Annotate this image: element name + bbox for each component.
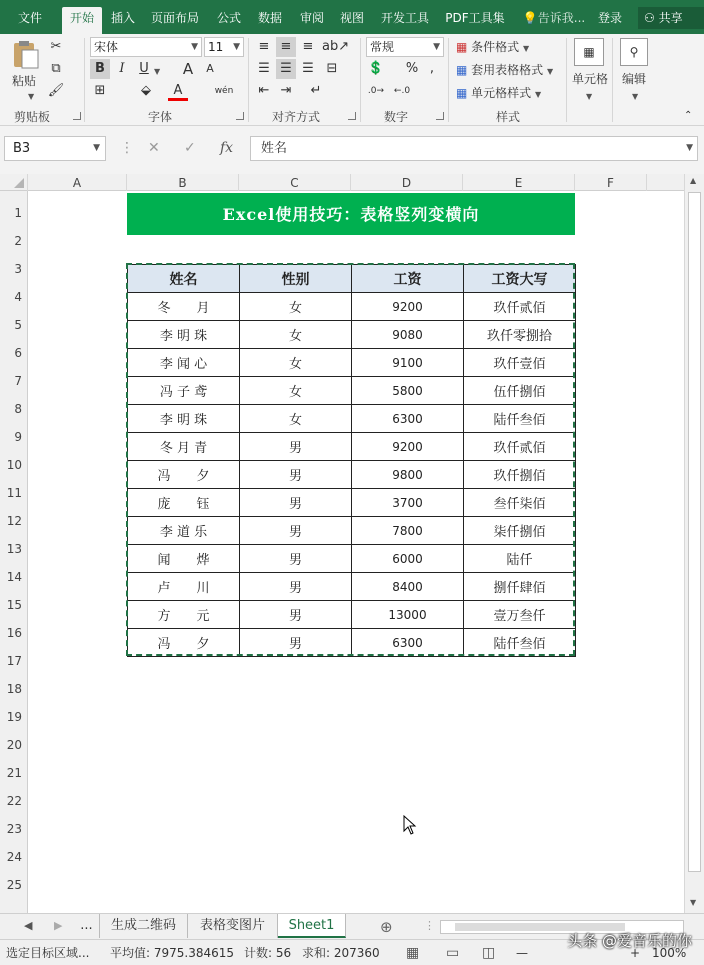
cell-salary-words[interactable]: 捌仟肆佰 <box>464 573 576 601</box>
align-left-icon[interactable]: ☰ <box>258 61 270 76</box>
cell-salary-words[interactable]: 伍仟捌佰 <box>464 377 576 405</box>
table-row <box>128 601 576 629</box>
formula-bar <box>0 126 704 174</box>
tab-file[interactable]: 文件 <box>17 11 42 25</box>
font-size-value: 11 <box>208 40 224 54</box>
cell-salary[interactable]: 3700 <box>352 489 464 517</box>
currency-icon[interactable]: 💲 <box>367 61 385 76</box>
vertical-scrollbar[interactable] <box>684 174 704 913</box>
font-group-label: 字体 <box>148 110 173 124</box>
table-row <box>128 489 576 517</box>
row-header[interactable]: 3 <box>14 262 22 276</box>
cell-salary-words[interactable]: 玖仟零捌拾 <box>464 321 576 349</box>
insert-function-button[interactable]: fx <box>220 140 234 156</box>
header-cell-salary[interactable]: 工资 <box>352 265 464 293</box>
shrink-font-button[interactable]: A <box>206 62 214 75</box>
font-name-value: 宋体 <box>94 40 119 54</box>
table-row <box>128 629 576 657</box>
column-header-f[interactable]: F <box>575 174 647 191</box>
conditional-format-icon: ▦ <box>456 40 468 54</box>
select-all-corner[interactable] <box>0 174 28 191</box>
cell-styles-label: 单元格样式 <box>471 86 532 100</box>
chevron-down-icon: ▼ <box>433 42 440 52</box>
paste-dropdown-icon: ▼ <box>28 92 35 101</box>
cell-salary-words[interactable]: 玖仟捌佰 <box>464 461 576 489</box>
fill-color-icon[interactable]: ⬙ <box>141 83 151 98</box>
underline-button[interactable]: U <box>139 61 149 76</box>
chevron-down-icon: ▼ <box>191 42 198 52</box>
status-sum: 求和: 207360 <box>302 946 380 960</box>
table-row <box>128 433 576 461</box>
cell-salary[interactable]: 6300 <box>352 405 464 433</box>
cell-name[interactable]: 庞 钰 <box>128 489 240 517</box>
cell-salary-words[interactable]: 陆仟叁佰 <box>464 629 576 657</box>
column-header-e[interactable]: E <box>463 174 575 191</box>
table-icon: ▦ <box>456 63 468 77</box>
sheet-tab-sheet1[interactable]: Sheet1 <box>278 914 346 938</box>
cell-salary-words[interactable]: 陆仟叁佰 <box>464 405 576 433</box>
tab-view[interactable]: 视图 <box>339 11 364 25</box>
formula-input[interactable] <box>250 136 698 161</box>
row-header[interactable]: 7 <box>14 374 22 388</box>
collapse-ribbon-icon[interactable]: ⌃ <box>684 110 693 121</box>
zoom-out-icon[interactable]: — <box>516 946 528 960</box>
status-average: 平均值: 7975.384615 <box>110 946 235 960</box>
alignment-group-label: 对齐方式 <box>272 110 321 124</box>
cell-name[interactable]: 冬 月 <box>128 293 240 321</box>
number-format-value: 常规 <box>370 40 395 54</box>
table-row <box>128 405 576 433</box>
merge-center-icon[interactable]: ⊟ <box>326 61 338 76</box>
conditional-format-button[interactable]: ▦ 条件格式 ▼ <box>456 40 530 54</box>
cell-name[interactable]: 冯 夕 <box>128 461 240 489</box>
login-link[interactable]: 登录 <box>598 11 623 25</box>
cell-gender[interactable]: 男 <box>240 461 352 489</box>
row-header[interactable]: 8 <box>14 402 22 416</box>
cell-gender[interactable]: 女 <box>240 377 352 405</box>
cell-salary-words[interactable]: 玖仟贰佰 <box>464 293 576 321</box>
cell-name[interactable]: 闻 烨 <box>128 545 240 573</box>
cell-salary[interactable]: 5800 <box>352 377 464 405</box>
normal-view-icon[interactable]: ▦ <box>406 945 420 961</box>
cell-salary-words[interactable]: 壹万叁仟 <box>464 601 576 629</box>
scroll-up-icon[interactable]: ▲ <box>690 176 697 185</box>
cell-salary-words[interactable]: 玖仟贰佰 <box>464 433 576 461</box>
header-cell-gender[interactable]: 性别 <box>240 265 352 293</box>
group-divider <box>248 38 249 122</box>
header-cell-salary-words[interactable]: 工资大写 <box>464 265 576 293</box>
row-header[interactable]: 1 <box>14 206 22 220</box>
cell-gender[interactable]: 女 <box>240 405 352 433</box>
row-header[interactable]: 10 <box>6 458 22 472</box>
next-sheet-icon[interactable]: ▶ <box>54 919 63 932</box>
chevron-down-icon: ▼ <box>93 143 100 153</box>
sheet-tab-qrcode[interactable]: 生成二维码 <box>100 914 188 938</box>
row-header[interactable]: 15 <box>6 598 22 612</box>
conditional-format-label: 条件格式 <box>471 40 520 54</box>
orientation-icon[interactable]: ab↗ <box>322 39 350 54</box>
row-header[interactable]: 5 <box>14 318 22 332</box>
italic-button[interactable]: I <box>119 61 125 76</box>
person-icon: ⚇ <box>644 11 659 25</box>
row-header[interactable]: 20 <box>6 738 22 752</box>
row-header[interactable]: 18 <box>6 682 22 696</box>
status-count: 计数: 56 <box>244 946 292 960</box>
tab-developer[interactable]: 开发工具 <box>380 11 429 25</box>
share-button[interactable] <box>638 7 704 29</box>
vertical-scroll-thumb[interactable] <box>688 192 701 872</box>
header-cell-name[interactable]: 姓名 <box>128 265 240 293</box>
row-header[interactable]: 6 <box>14 346 22 360</box>
sheet-title[interactable]: Excel使用技巧：表格竖列变横向 <box>127 193 575 235</box>
comma-button[interactable]: , <box>429 61 435 76</box>
cell-name[interactable]: 李 闻 心 <box>128 349 240 377</box>
table-row <box>128 545 576 573</box>
row-header[interactable]: 23 <box>6 822 22 836</box>
cell-styles-icon: ▦ <box>456 86 468 100</box>
cell-gender[interactable]: 女 <box>240 321 352 349</box>
group-divider <box>612 38 613 122</box>
row-header[interactable]: 16 <box>6 626 22 640</box>
group-divider <box>566 38 567 122</box>
alignment-launcher-icon[interactable] <box>348 112 356 120</box>
font-launcher-icon[interactable] <box>236 112 244 120</box>
number-format-select[interactable] <box>366 37 444 57</box>
table-row <box>128 349 576 377</box>
cell-salary[interactable]: 9800 <box>352 461 464 489</box>
cell-gender[interactable]: 男 <box>240 433 352 461</box>
underline-dropdown-icon[interactable]: ▼ <box>154 67 161 76</box>
tab-insert[interactable]: 插入 <box>110 11 135 25</box>
borders-icon[interactable]: ⊞ <box>94 83 106 98</box>
formula-value: 姓名 <box>261 141 288 156</box>
increase-decimal-icon[interactable]: .0→ <box>367 86 385 96</box>
align-right-icon[interactable]: ☰ <box>302 61 314 76</box>
tab-pdf-tools[interactable]: PDF工具集 <box>445 11 505 25</box>
font-color-button[interactable]: A <box>168 81 188 101</box>
align-bottom-icon[interactable]: ≡ <box>302 39 314 54</box>
cells-button[interactable]: 单元格 <box>572 72 609 86</box>
row-header[interactable]: 24 <box>6 850 22 864</box>
group-divider <box>448 38 449 122</box>
group-divider <box>360 38 361 122</box>
search-icon[interactable]: ⚲ <box>620 38 648 66</box>
table-row <box>128 293 576 321</box>
group-divider <box>84 38 85 122</box>
cell-salary[interactable]: 9100 <box>352 349 464 377</box>
row-header[interactable]: 25 <box>6 878 22 892</box>
cut-icon[interactable]: ✂ <box>50 39 62 54</box>
cell-gender[interactable]: 男 <box>240 545 352 573</box>
font-name-select[interactable] <box>90 37 202 57</box>
increase-indent-icon[interactable]: ⇥ <box>280 83 292 98</box>
row-header[interactable]: 11 <box>6 486 22 500</box>
tab-review[interactable]: 审阅 <box>299 11 324 25</box>
table-header-row <box>128 265 576 293</box>
row-header[interactable]: 17 <box>6 654 22 668</box>
cell-salary[interactable]: 7800 <box>352 517 464 545</box>
row-header[interactable]: 4 <box>14 290 22 304</box>
vertical-dots-icon: ⋮ <box>424 919 435 932</box>
align-top-icon[interactable]: ≡ <box>258 39 270 54</box>
paste-label[interactable]: 粘贴 <box>12 74 37 88</box>
cell-salary[interactable]: 13000 <box>352 601 464 629</box>
tell-me-text: 告诉我... <box>537 11 586 25</box>
grow-font-button[interactable]: A <box>182 60 194 78</box>
ribbon-tab-bar <box>0 0 704 34</box>
name-box[interactable] <box>4 136 106 161</box>
format-as-table-button[interactable]: ▦ 套用表格格式 ▼ <box>456 63 554 77</box>
wrap-text-icon[interactable]: ↵ <box>310 83 322 98</box>
cell-salary[interactable]: 9200 <box>352 433 464 461</box>
editing-dropdown-icon[interactable]: ▼ <box>632 92 639 101</box>
column-header-c[interactable]: C <box>239 174 351 191</box>
ribbon <box>0 34 704 126</box>
align-center-icon[interactable]: ☰ <box>276 59 296 79</box>
row-header[interactable]: 14 <box>6 570 22 584</box>
row-header[interactable]: 13 <box>6 542 22 556</box>
page-layout-view-icon[interactable]: ▭ <box>446 945 460 961</box>
status-mode: 选定目标区域... <box>6 946 90 960</box>
cell-name[interactable]: 方 元 <box>128 601 240 629</box>
table-row <box>128 573 576 601</box>
watermark: 头条 @爱音乐的你 <box>567 932 692 950</box>
paste-icon[interactable] <box>10 40 40 70</box>
chevron-down-icon: ▼ <box>686 143 693 153</box>
name-box-value: B3 <box>13 141 31 156</box>
column-headers <box>0 174 684 191</box>
row-header[interactable]: 12 <box>6 514 22 528</box>
vertical-dots-icon: ⋮ <box>120 140 134 156</box>
percent-button[interactable]: % <box>405 61 419 76</box>
row-header[interactable]: 21 <box>6 766 22 780</box>
cell-name[interactable]: 李 明 珠 <box>128 321 240 349</box>
cell-salary-words[interactable]: 陆仟 <box>464 545 576 573</box>
copy-icon[interactable]: ⧉ <box>51 61 61 76</box>
worksheet-grid[interactable] <box>28 191 684 913</box>
align-middle-icon[interactable]: ≡ <box>276 37 296 57</box>
cell-salary[interactable]: 6000 <box>352 545 464 573</box>
row-header[interactable]: 19 <box>6 710 22 724</box>
editing-button[interactable]: 编辑 <box>622 72 647 86</box>
number-group-label: 数字 <box>384 110 409 124</box>
lightbulb-icon: 💡 <box>522 11 538 25</box>
zoom-in-icon[interactable]: + <box>630 946 641 960</box>
decrease-indent-icon[interactable]: ⇤ <box>258 83 270 98</box>
sheet-tab-table-to-image[interactable]: 表格变图片 <box>188 914 278 938</box>
tab-page-layout[interactable]: 页面布局 <box>150 11 199 25</box>
page-break-view-icon[interactable]: ◫ <box>482 945 496 961</box>
add-sheet-icon[interactable]: ⊕ <box>380 918 393 936</box>
tell-me-box[interactable] <box>518 0 590 34</box>
clipboard-launcher-icon[interactable] <box>73 112 81 120</box>
prev-sheet-icon[interactable]: ◀ <box>24 919 33 932</box>
table-row <box>128 377 576 405</box>
share-label: 共享 <box>658 11 683 25</box>
table-row <box>128 517 576 545</box>
cell-styles-button[interactable]: ▦ 单元格样式 ▼ <box>456 86 542 100</box>
row-header[interactable]: 22 <box>6 794 22 808</box>
scroll-down-icon[interactable]: ▼ <box>690 898 697 907</box>
tab-formulas[interactable]: 公式 <box>216 11 241 25</box>
cell-name[interactable]: 冬 月 青 <box>128 433 240 461</box>
cell-name[interactable]: 冯 夕 <box>128 629 240 657</box>
cell-name[interactable]: 卢 川 <box>128 573 240 601</box>
cell-gender[interactable]: 男 <box>240 489 352 517</box>
table-row <box>128 461 576 489</box>
clipboard-group-label: 剪贴板 <box>14 110 51 124</box>
bold-button[interactable]: B <box>90 59 110 79</box>
cell-salary-words[interactable]: 叁仟柒佰 <box>464 489 576 517</box>
mouse-cursor-icon <box>403 815 417 835</box>
confirm-icon[interactable]: ✓ <box>184 140 196 156</box>
cell-name[interactable]: 李 明 珠 <box>128 405 240 433</box>
cell-name[interactable]: 李 道 乐 <box>128 517 240 545</box>
column-header-b[interactable]: B <box>127 174 239 191</box>
table-row <box>128 321 576 349</box>
format-as-table-label: 套用表格格式 <box>471 63 544 77</box>
row-headers <box>0 191 28 913</box>
cell-salary[interactable]: 8400 <box>352 573 464 601</box>
cell-salary-words[interactable]: 柒仟捌佰 <box>464 517 576 545</box>
cells-icon[interactable]: ▦ <box>574 38 604 66</box>
tab-data[interactable]: 数据 <box>257 11 282 25</box>
tab-home[interactable]: 开始 <box>62 7 102 34</box>
format-painter-icon[interactable]: 🖌 <box>47 83 65 98</box>
cell-name[interactable]: 冯 子 鸢 <box>128 377 240 405</box>
cell-salary[interactable]: 6300 <box>352 629 464 657</box>
decrease-decimal-icon[interactable]: ←.0 <box>393 86 411 96</box>
styles-group-label: 样式 <box>496 110 521 124</box>
zoom-level[interactable]: 100% <box>652 946 687 960</box>
cell-gender[interactable]: 男 <box>240 573 352 601</box>
font-size-select[interactable] <box>204 37 244 57</box>
cell-gender[interactable]: 女 <box>240 349 352 377</box>
cell-gender[interactable]: 女 <box>240 293 352 321</box>
phonetic-button[interactable]: wén <box>214 86 234 96</box>
data-table <box>127 264 576 657</box>
cancel-icon[interactable]: ✕ <box>148 140 160 156</box>
cell-salary[interactable]: 9200 <box>352 293 464 321</box>
row-header[interactable]: 2 <box>14 234 22 248</box>
number-launcher-icon[interactable] <box>436 112 444 120</box>
cell-salary-words[interactable]: 玖仟壹佰 <box>464 349 576 377</box>
row-header[interactable]: 9 <box>14 430 22 444</box>
chevron-down-icon: ▼ <box>233 42 240 52</box>
cell-gender[interactable]: 男 <box>240 517 352 545</box>
column-header-d[interactable]: D <box>351 174 463 191</box>
column-header-a[interactable]: A <box>28 174 127 191</box>
cells-dropdown-icon[interactable]: ▼ <box>586 92 593 101</box>
cell-gender[interactable]: 男 <box>240 601 352 629</box>
cell-salary[interactable]: 9080 <box>352 321 464 349</box>
sheet-tab-more[interactable]: ... <box>74 914 100 938</box>
cell-gender[interactable]: 男 <box>240 629 352 657</box>
